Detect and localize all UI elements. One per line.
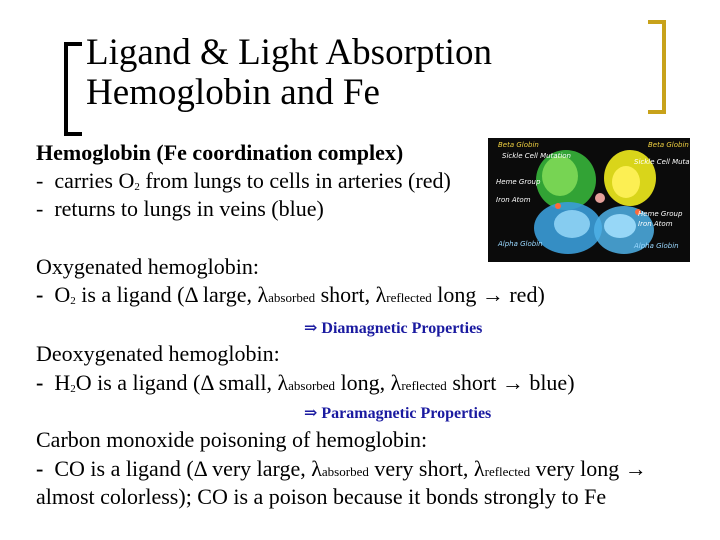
slide-title-line1: Ligand & Light Absorption — [86, 32, 492, 73]
section2-bullet: - O2 is a ligand (Δ large, λabsorbed short, λreflected long → red) — [36, 282, 545, 307]
label-sickle-right: Sickle Cell Mutation — [634, 158, 703, 166]
section2-heading: Oxygenated hemoglobin: — [36, 254, 260, 279]
label-iron-right: Iron Atom — [638, 220, 673, 228]
title-bracket-left — [64, 42, 82, 136]
label-alpha-right: Alpha Globin — [634, 242, 679, 250]
slide-title-line2: Hemoglobin and Fe — [86, 72, 380, 113]
paramagnetic-note: ⇒ Paramagnetic Properties — [304, 405, 492, 422]
section1-heading: Hemoglobin (Fe coordination complex) — [36, 140, 404, 165]
label-alpha-left: Alpha Globin — [498, 240, 543, 248]
section3-heading: Deoxygenated hemoglobin: — [36, 341, 280, 366]
section1-bullet1: - carries O2 from lungs to cells in arteries (red) — [36, 168, 451, 193]
section4-bullet: - CO is a ligand (Δ very large, λabsorbed very short, λreflected very long → — [36, 456, 647, 481]
section3-bullet: - H2O is a ligand (Δ small, λabsorbed long, λreflected short → blue) — [36, 370, 575, 395]
diamagnetic-note: ⇒ Diamagnetic Properties — [304, 320, 483, 337]
label-beta-right: Beta Globin — [648, 141, 689, 149]
label-beta-left: Beta Globin — [498, 141, 539, 149]
section1-bullet2: - returns to lungs in veins (blue) — [36, 196, 324, 221]
label-iron-left: Iron Atom — [496, 196, 531, 204]
section4-line2: almost colorless); CO is a poison because it bonds strongly to Fe — [36, 484, 607, 509]
section4-heading: Carbon monoxide poisoning of hemoglobin: — [36, 427, 428, 452]
label-heme-right: Heme Group — [638, 210, 683, 218]
hemoglobin-structure-image — [488, 138, 703, 262]
label-sickle-left: Sickle Cell Mutation — [502, 152, 571, 160]
title-bracket-right — [648, 20, 666, 114]
label-heme-left: Heme Group — [496, 178, 541, 186]
